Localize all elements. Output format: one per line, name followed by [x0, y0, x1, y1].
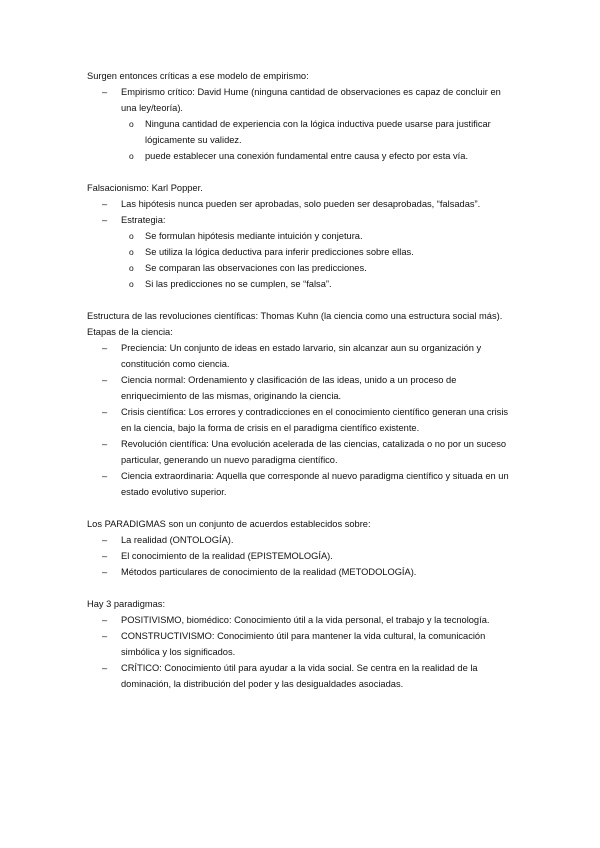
circle-bullet: o — [129, 231, 134, 241]
sub-item-text: Se utiliza la lógica deductiva para inferir predicciones sobre ellas. — [145, 247, 414, 257]
dash-marker: – — [102, 663, 108, 673]
list-item — [87, 84, 517, 164]
circle-bullet: o — [129, 151, 134, 161]
dash-marker: – — [102, 375, 108, 385]
dash-marker: – — [102, 631, 108, 641]
bullet-text: Ciencia normal: Ordenamiento y clasificación de las ideas, unido a un proceso de enriquecimiento de las mismas, originando la ciencia. — [121, 375, 457, 401]
list-item — [87, 532, 517, 548]
list-item — [87, 628, 517, 660]
list-item — [87, 660, 517, 692]
bullet-text: Estrategia: — [121, 215, 166, 225]
list-empirismo — [87, 84, 517, 164]
bullet-text: El conocimiento de la realidad (EPISTEMOLOGÍA). — [121, 551, 333, 561]
circle-bullet: o — [129, 263, 134, 273]
list-item — [87, 468, 517, 500]
list-paradigmas — [87, 532, 517, 580]
heading-kuhn: Estructura de las revoluciones científicas: Thomas Kuhn (la ciencia como una estructura social más). — [87, 311, 503, 321]
list-item — [87, 340, 517, 372]
sub-list-item — [109, 116, 517, 148]
subheading-etapas: Etapas de la ciencia: — [87, 327, 173, 337]
bullet-text: CONSTRUCTIVISMO: Conocimiento útil para mantener la vida cultural, la comunicación simbólica y los significados. — [121, 631, 486, 657]
dash-marker: – — [102, 87, 108, 97]
dash-marker: – — [102, 615, 108, 625]
sublist-estrategia — [121, 228, 517, 292]
bullet-text: Preciencia: Un conjunto de ideas en estado larvario, sin alcanzar aun su organización y constitución como ciencia. — [121, 343, 482, 369]
heading-empirismo: Surgen entonces críticas a ese modelo de empirismo: — [87, 71, 309, 81]
dash-marker: – — [102, 551, 108, 561]
dash-marker: – — [102, 215, 108, 225]
dash-marker: – — [102, 439, 108, 449]
sub-item-text: Se formulan hipótesis mediante intuición y conjetura. — [145, 231, 363, 241]
list-item — [87, 548, 517, 564]
bullet-text: Ciencia extraordinaria: Aquella que corresponde al nuevo paradigma científico y situada en un estado evolutivo superior. — [121, 471, 509, 497]
heading-paradigmas: Los PARADIGMAS son un conjunto de acuerdos establecidos sobre: — [87, 519, 371, 529]
dash-marker: – — [102, 535, 108, 545]
bullet-text: Crisis científica: Los errores y contradicciones en el conocimiento científico generan una crisis en la ciencia, bajo la forma de crisis en el paradigma científico existente. — [121, 407, 509, 433]
list-item — [87, 436, 517, 468]
dash-marker: – — [102, 343, 108, 353]
list-item — [87, 372, 517, 404]
dash-marker: – — [102, 199, 108, 209]
bullet-text: POSITIVISMO, biomédico: Conocimiento útil a la vida personal, el trabajo y la tecnología. — [121, 615, 490, 625]
list-item — [87, 212, 517, 292]
bullet-empirismo-critico: Empirismo crítico: David Hume (ninguna cantidad de observaciones es capaz de concluir en una ley/teoría). — [121, 87, 501, 113]
bullet-text: Métodos particulares de conocimiento de la realidad (METODOLOGÍA). — [121, 567, 417, 577]
sub-item-text: Ninguna cantidad de experiencia con la lógica inductiva puede usarse para justificar lógicamente su validez. — [145, 119, 491, 145]
heading-tres-paradigmas: Hay 3 paradigmas: — [87, 599, 166, 609]
sub-list-item — [109, 260, 517, 276]
document-body — [87, 68, 517, 692]
list-tres-paradigmas — [87, 612, 517, 692]
sub-list-item — [109, 148, 517, 164]
list-item — [87, 612, 517, 628]
list-item — [87, 564, 517, 580]
dash-marker: – — [102, 471, 108, 481]
heading-falsacionismo: Falsacionismo: Karl Popper. — [87, 183, 203, 193]
sub-item-text: Si las predicciones no se cumplen, se “falsa”. — [145, 279, 332, 289]
list-item — [87, 404, 517, 436]
bullet-text: Revolución científica: Una evolución acelerada de las ciencias, catalizada o no por un suceso particular, generando un nuevo paradigma científico. — [121, 439, 507, 465]
sub-list-item — [109, 228, 517, 244]
list-item — [87, 196, 517, 212]
dash-marker: – — [102, 407, 108, 417]
circle-bullet: o — [129, 279, 134, 289]
bullet-text: La realidad (ONTOLOGÍA). — [121, 535, 234, 545]
bullet-text: Las hipótesis nunca pueden ser aprobadas, solo pueden ser desaprobadas, “falsadas”. — [121, 199, 481, 209]
circle-bullet: o — [129, 119, 134, 129]
sublist-hume — [121, 116, 517, 164]
circle-bullet: o — [129, 247, 134, 257]
sub-list-item — [109, 244, 517, 260]
list-falsacionismo — [87, 196, 517, 292]
bullet-text: CRÍTICO: Conocimiento útil para ayudar a la vida social. Se centra en la realidad de la dominación, la distribución del poder y las desigualdades asociadas. — [121, 663, 478, 689]
sub-item-text: Se comparan las observaciones con las predicciones. — [145, 263, 367, 273]
dash-marker: – — [102, 567, 108, 577]
sub-item-text: puede establecer una conexión fundamental entre causa y efecto por esta vía. — [145, 151, 469, 161]
sub-list-item — [109, 276, 517, 292]
list-etapas — [87, 340, 517, 500]
